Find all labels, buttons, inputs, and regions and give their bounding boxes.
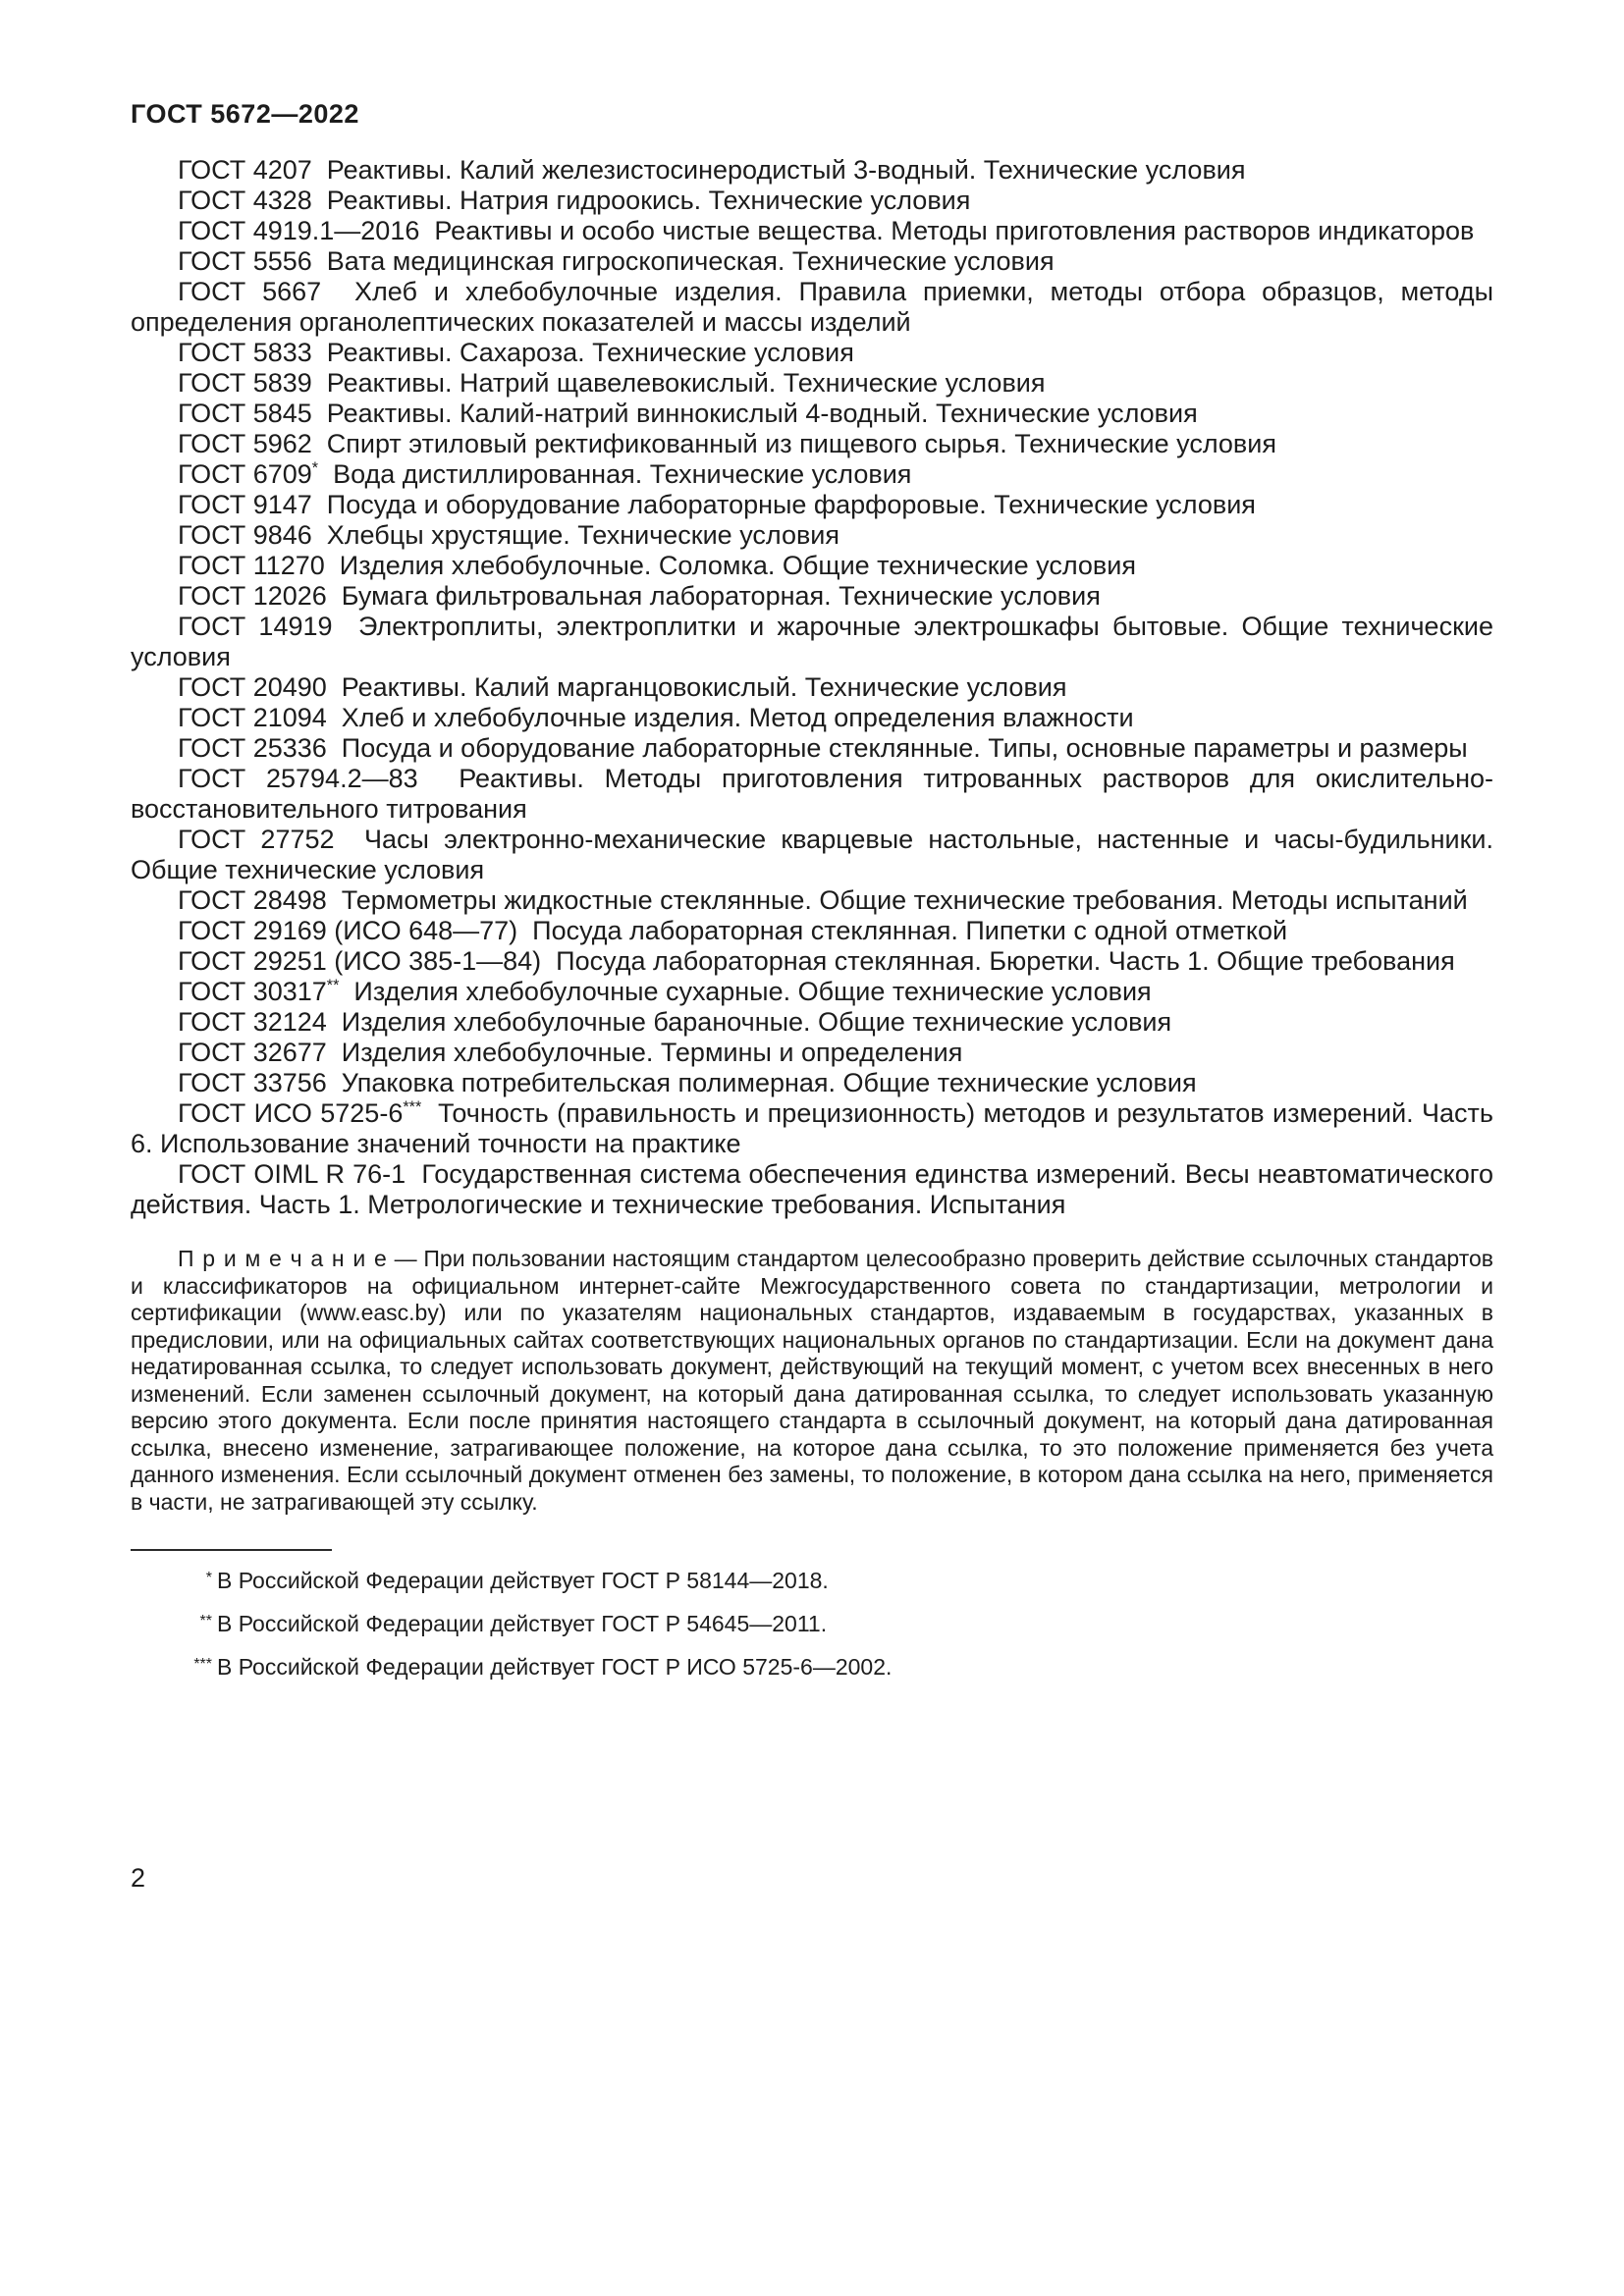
- reference-title: Бумага фильтровальная лабораторная. Технические условия: [326, 581, 1101, 611]
- page-number: 2: [131, 1863, 146, 1893]
- reference-item: [131, 916, 1493, 946]
- reference-title: Реактивы. Калий железистосинеродистый 3-водный. Технические условия: [311, 155, 1246, 185]
- reference-code: ГОСТ 27752: [178, 825, 335, 854]
- reference-code: ГОСТ 5845: [178, 399, 312, 428]
- footnote-text: В Российской Федерации действует ГОСТ Р 58144—2018.: [217, 1568, 829, 1593]
- reference-code: ГОСТ 25794.2—83: [178, 764, 418, 793]
- footnotes: [131, 1567, 1493, 1684]
- reference-title: Часы электронно-механические кварцевые настольные, настенные и часы-будильники. Общие технические условия: [131, 825, 1493, 884]
- reference-code: ГОСТ 14919: [178, 612, 333, 641]
- reference-item: [131, 825, 1493, 885]
- reference-title: Реактивы. Натрий щавелевокислый. Технические условия: [311, 368, 1046, 398]
- reference-code: ГОСТ ИСО 5725-6: [178, 1098, 404, 1128]
- reference-item: [131, 277, 1493, 338]
- reference-item: [131, 946, 1493, 977]
- reference-title: Упаковка потребительская полимерная. Общие технические условия: [326, 1068, 1197, 1097]
- reference-code: ГОСТ 32124: [178, 1007, 327, 1037]
- reference-code: ГОСТ 5667: [178, 277, 322, 306]
- note-label: П р и м е ч а н и е: [178, 1246, 388, 1271]
- references-list: [131, 155, 1493, 1220]
- footnote-divider: [131, 1549, 332, 1551]
- reference-title: Реактивы. Натрия гидроокись. Технические условия: [311, 186, 971, 215]
- reference-item: [131, 1038, 1493, 1068]
- footnote-marker: **: [199, 1613, 212, 1629]
- footnote-text: В Российской Федерации действует ГОСТ Р ИСО 5725-6—2002.: [217, 1654, 893, 1680]
- footnote-item: [131, 1610, 1493, 1641]
- reference-code: ГОСТ 4207: [178, 155, 312, 185]
- reference-code: ГОСТ 29251 (ИСО 385-1—84): [178, 946, 542, 976]
- reference-title: Вата медицинская гигроскопическая. Технические условия: [311, 246, 1055, 276]
- reference-code: ГОСТ 4328: [178, 186, 312, 215]
- reference-code: ГОСТ 29169 (ИСО 648—77): [178, 916, 518, 945]
- reference-item: [131, 186, 1493, 216]
- reference-code: ГОСТ 12026: [178, 581, 327, 611]
- reference-footnote-marker: ***: [403, 1098, 422, 1116]
- reference-code: ГОСТ 6709: [178, 459, 312, 489]
- reference-code: ГОСТ 28498: [178, 885, 327, 915]
- reference-code: ГОСТ 25336: [178, 733, 327, 763]
- reference-title: Изделия хлебобулочные. Соломка. Общие технические условия: [324, 551, 1136, 580]
- reference-code: ГОСТ 5556: [178, 246, 312, 276]
- reference-title: Реактивы и особо чистые вещества. Методы приготовления растворов индикаторов: [419, 216, 1475, 245]
- reference-item: [131, 216, 1493, 246]
- page-content: [131, 98, 1493, 1696]
- reference-item: [131, 399, 1493, 429]
- reference-title: Изделия хлебобулочные. Термины и определения: [326, 1038, 963, 1067]
- reference-title: Хлеб и хлебобулочные изделия. Метод определения влажности: [326, 703, 1134, 732]
- reference-code: ГОСТ 11270: [178, 551, 325, 580]
- document-header: ГОСТ 5672—2022: [131, 99, 359, 129]
- reference-item: [131, 1068, 1493, 1098]
- reference-title: Вода дистиллированная. Технические условия: [318, 459, 912, 489]
- reference-code: ГОСТ OIML R 76-1: [178, 1159, 406, 1189]
- reference-item: [131, 612, 1493, 672]
- reference-item: [131, 1007, 1493, 1038]
- reference-item: [131, 338, 1493, 368]
- reference-code: ГОСТ 4919.1—2016: [178, 216, 420, 245]
- reference-item: [131, 764, 1493, 825]
- reference-item: [131, 977, 1493, 1007]
- reference-title: Посуда и оборудование лабораторные стеклянные. Типы, основные параметры и размеры: [326, 733, 1468, 763]
- reference-item: [131, 459, 1493, 490]
- reference-title: Реактивы. Калий марганцовокислый. Технические условия: [326, 672, 1067, 702]
- reference-code: ГОСТ 9147: [178, 490, 312, 519]
- reference-item: [131, 490, 1493, 520]
- reference-title: Посуда лабораторная стеклянная. Пипетки с одной отметкой: [517, 916, 1288, 945]
- footnote-marker: ***: [193, 1656, 212, 1673]
- reference-item: [131, 551, 1493, 581]
- reference-title: Изделия хлебобулочные сухарные. Общие технические условия: [339, 977, 1152, 1006]
- footnote-text: В Российской Федерации действует ГОСТ Р 54645—2011.: [217, 1611, 828, 1636]
- reference-title: Хлеб и хлебобулочные изделия. Правила приемки, методы отбора образцов, методы определения органолептических показателей и массы изделий: [131, 277, 1493, 337]
- reference-title: Реактивы. Калий-натрий виннокислый 4-водный. Технические условия: [311, 399, 1198, 428]
- footnote-marker: *: [205, 1570, 212, 1586]
- reference-code: ГОСТ 30317: [178, 977, 327, 1006]
- reference-item: [131, 733, 1493, 764]
- note-text: — При пользовании настоящим стандартом целесообразно проверить действие ссылочных стандартов и классификаторов на официальном интернет-сайте Межгосударственного совета по стандартизации, метрологии и сертификации (www.easc.by) или по указателям национальных стандартов, издаваемым в государствах, указанных в предисловии, или на официальных сайтах соответствующих национальных органов по стандартизации. Если на документ дана недатированная ссылка, то следует использовать документ, действующий на текущий момент, с учетом всех внесенных в него изменений. Если заменен ссылочный документ, на который дана датированная ссылка, то следует использовать указанную версию этого документа. Если после принятия настоящего стандарта в ссылочный документ, на который дана датированная ссылка, внесено изменение, затрагивающее положение, на которое дана ссылка, то это положение применяется без учета данного изменения. Если ссылочный документ отменен без замены, то положение, в котором дана ссылка на него, применяется в части, не затрагивающей эту ссылку.: [131, 1246, 1494, 1515]
- note-paragraph: [131, 1246, 1493, 1516]
- reference-footnote-marker: **: [326, 977, 340, 994]
- reference-item: [131, 1098, 1493, 1159]
- reference-item: [131, 581, 1493, 612]
- reference-title: Термометры жидкостные стеклянные. Общие технические требования. Методы испытаний: [326, 885, 1468, 915]
- footnote-item: [131, 1567, 1493, 1598]
- reference-code: ГОСТ 5833: [178, 338, 312, 367]
- reference-item: [131, 1159, 1493, 1220]
- reference-title: Точность (правильность и прецизионность) методов и результатов измерений. Часть 6. Использование значений точности на практике: [131, 1098, 1493, 1158]
- reference-code: ГОСТ 32677: [178, 1038, 327, 1067]
- reference-item: [131, 703, 1493, 733]
- reference-title: Спирт этиловый ректификованный из пищевого сырья. Технические условия: [311, 429, 1276, 458]
- reference-title: Реактивы. Сахароза. Технические условия: [311, 338, 854, 367]
- reference-item: [131, 368, 1493, 399]
- footnote-item: [131, 1653, 1493, 1684]
- reference-code: ГОСТ 33756: [178, 1068, 327, 1097]
- reference-code: ГОСТ 5839: [178, 368, 312, 398]
- reference-item: [131, 429, 1493, 459]
- reference-title: Хлебцы хрустящие. Технические условия: [311, 520, 840, 550]
- reference-code: ГОСТ 20490: [178, 672, 327, 702]
- reference-code: ГОСТ 21094: [178, 703, 327, 732]
- reference-item: [131, 246, 1493, 277]
- reference-code: ГОСТ 5962: [178, 429, 312, 458]
- reference-title: Посуда и оборудование лабораторные фарфоровые. Технические условия: [311, 490, 1256, 519]
- reference-item: [131, 885, 1493, 916]
- reference-title: Посуда лабораторная стеклянная. Бюретки. Часть 1. Общие требования: [541, 946, 1455, 976]
- reference-title: Электроплиты, электроплитки и жарочные электрошкафы бытовые. Общие технические условия: [131, 612, 1493, 671]
- reference-item: [131, 520, 1493, 551]
- reference-title: Государственная система обеспечения единства измерений. Весы неавтоматического действия. Часть 1. Метрологические и технические требования. Испытания: [131, 1159, 1493, 1219]
- reference-code: ГОСТ 9846: [178, 520, 312, 550]
- reference-title: Реактивы. Методы приготовления титрованных растворов для окислительно-восстановительного титрования: [131, 764, 1493, 824]
- reference-footnote-marker: *: [311, 459, 319, 477]
- reference-title: Изделия хлебобулочные бараночные. Общие технические условия: [326, 1007, 1172, 1037]
- reference-item: [131, 672, 1493, 703]
- reference-item: [131, 155, 1493, 186]
